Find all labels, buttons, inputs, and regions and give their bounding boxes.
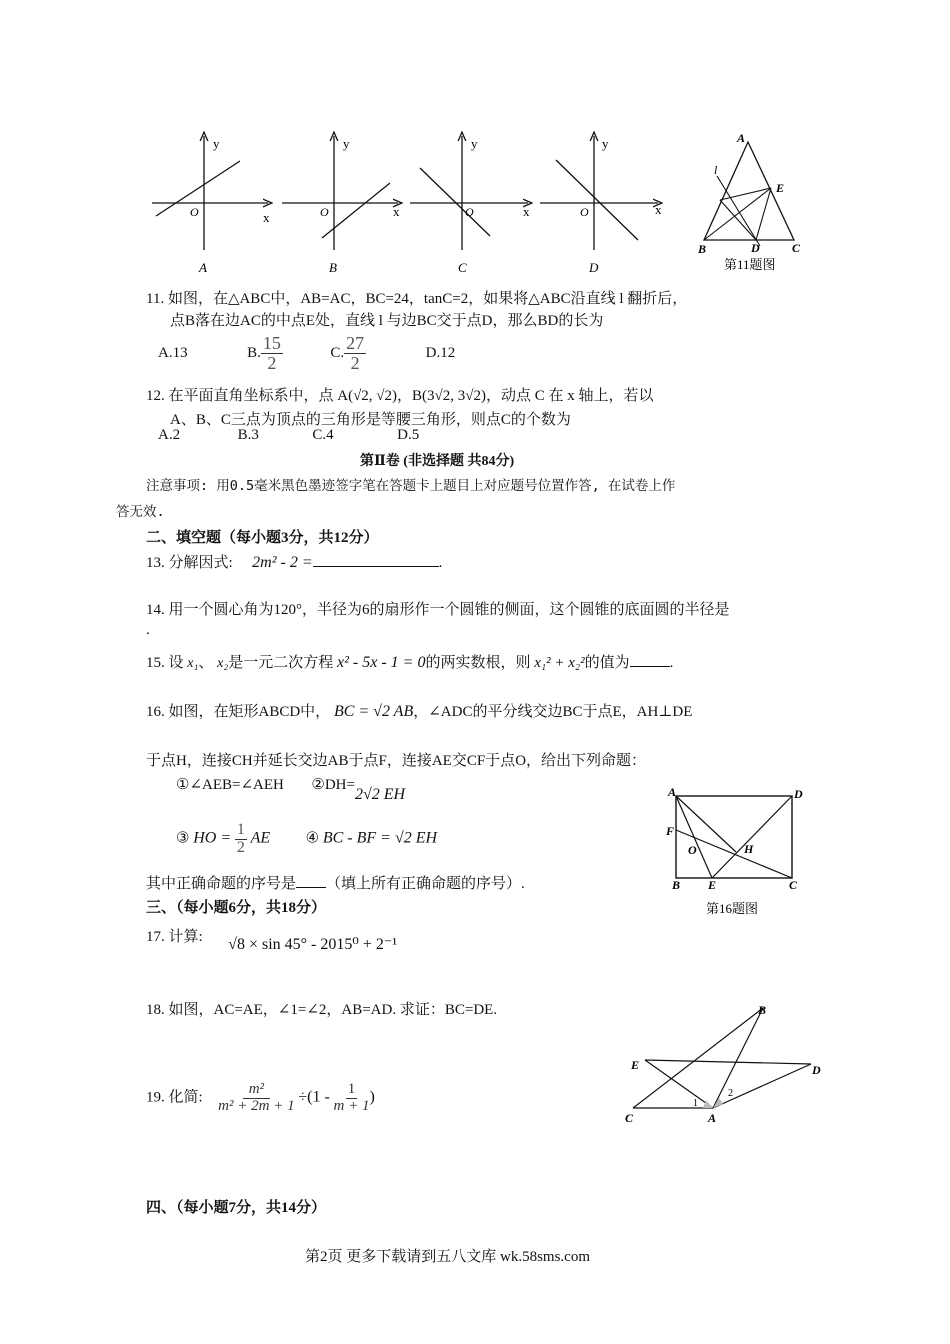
fraction — [235, 822, 247, 857]
q15-sep: 、 — [198, 655, 214, 671]
q16-pre: 16. 如图，在矩形ABCD中， — [146, 704, 331, 720]
q15-expression: x₁² + x₂² — [534, 655, 585, 671]
section-2-title: 二、填空题（每小题3分，共12分） — [146, 530, 379, 546]
part2-note-line2: 答无效. — [116, 504, 165, 520]
x-axis-label: x — [263, 210, 270, 225]
q16-proposition-1: ①∠AEB=∠AEH — [176, 777, 284, 793]
y-axis-label: y — [471, 136, 478, 151]
part2-note-line1: 注意事项: 用0.5毫米黑色墨迹签字笔在答题卡上题目上对应题号位置作答, 在试卷上作 — [146, 478, 676, 494]
fraction — [261, 334, 283, 373]
q15-tail: 的值为 — [584, 655, 630, 671]
graph-label-d: D — [589, 260, 599, 275]
q15 — [146, 651, 673, 672]
section-4-title: 四、（每小题7分，共14分） — [146, 1200, 327, 1216]
angle-1-mark — [703, 1100, 713, 1108]
q17-label: 17. 计算: — [146, 929, 203, 945]
section-3-title: 三、（每小题6分，共18分） — [146, 900, 327, 916]
point-c-label: C — [792, 241, 801, 255]
q11-line2: 点B落在边AC的中点E处，直线 l 与边BC交于点D，那么BD的长为 — [170, 313, 604, 329]
q16-proposition-4: ④ — [305, 830, 320, 847]
denominator: 2 — [350, 352, 360, 373]
q13-label: 13. 分解因式: — [146, 555, 233, 571]
y-axis-label: y — [213, 136, 220, 151]
q16-post: ，∠ADC的平分线交边BC于点E，AH⊥DE — [413, 704, 693, 720]
numerator: 15 — [262, 333, 281, 353]
denominator: 2 — [236, 838, 245, 856]
q13 — [146, 551, 442, 572]
point-a-label: A — [737, 131, 746, 145]
graph-d-line — [556, 160, 638, 240]
point-b-label: B — [698, 242, 707, 256]
x-axis-label: x — [523, 204, 530, 219]
q15-x1: x₁ — [187, 656, 199, 671]
q11-option-d: D.12 — [425, 344, 456, 361]
part2-title: 第Ⅱ卷 (非选择题 共84分) — [360, 454, 515, 469]
angle-1-label: 1 — [693, 1098, 698, 1109]
q11-option-a: A.13 — [158, 344, 188, 361]
graph-label-b: B — [329, 260, 337, 275]
graph-a — [152, 136, 270, 275]
q12-options — [158, 427, 419, 444]
numerator: 27 — [346, 333, 365, 353]
q19-label: 19. 化简: — [146, 1089, 203, 1106]
origin-label: O — [320, 205, 329, 219]
x-axis-label: x — [655, 202, 662, 217]
origin-label: O — [190, 205, 199, 219]
q11-options — [158, 334, 455, 373]
q15-label: 15. 设 — [146, 655, 184, 671]
q11-line1: 11. 如图，在△ABC中，AB=AC，BC=24，tanC=2，如果将△ABC沿直线 l 翻折后， — [146, 291, 688, 307]
numerator: 1 — [347, 1081, 356, 1097]
answer-blank — [630, 666, 670, 667]
q12-option-d: D.5 — [397, 427, 420, 443]
figure-18 — [615, 998, 830, 1128]
answer-blank — [296, 887, 326, 888]
figure-caption: 第16题图 — [706, 901, 759, 916]
point-d-label: D — [812, 1063, 821, 1077]
q15-end: . — [669, 655, 674, 671]
fraction — [344, 334, 366, 373]
q15-mid: 是一元二次方程 — [228, 655, 334, 671]
q16-line1 — [146, 700, 692, 721]
q16-proposition-3: ③ — [176, 830, 190, 847]
q16-p3-lhs: HO = — [193, 829, 232, 847]
fraction — [334, 1082, 370, 1115]
denominator: m² + 2m + 1 — [218, 1097, 295, 1114]
page-footer: 第2页 更多下载请到五八文库 wk.58sms.com — [305, 1249, 591, 1265]
q19 — [146, 1082, 375, 1115]
point-b-label: B — [758, 1003, 767, 1017]
figure-16 — [660, 780, 820, 920]
q15-equation: x² - 5x - 1 = 0 — [336, 654, 426, 671]
point-o-label: O — [688, 843, 697, 857]
q17 — [146, 925, 398, 953]
q16-p3-rhs: AE — [250, 829, 271, 847]
q12-line2: A、B、C三点为顶点的三角形是等腰三角形，则点C的个数为 — [170, 412, 571, 428]
point-a-label: A — [668, 785, 677, 799]
numerator: 1 — [236, 821, 245, 838]
q16-propositions-3-4 — [176, 822, 437, 857]
point-c-label: C — [789, 878, 798, 892]
graph-label-c: C — [458, 260, 467, 275]
point-d-label: D — [751, 241, 760, 255]
angle-2-label: 2 — [728, 1088, 733, 1099]
q12-option-b: B.3 — [237, 427, 259, 443]
q12-option-c: C.4 — [312, 427, 334, 443]
coordinate-graphs — [140, 128, 680, 278]
q13-end: . — [438, 555, 443, 571]
point-e-label: E — [708, 878, 717, 892]
q15-x2: x₂ — [217, 656, 229, 671]
point-h-label: H — [744, 842, 754, 856]
graph-b — [282, 136, 400, 275]
q14-end: . — [146, 622, 150, 638]
q13-expression: 2m² - 2 = — [252, 554, 313, 571]
point-e-label: E — [776, 181, 785, 195]
denominator: m + 1 — [333, 1097, 370, 1114]
q15-post: 的两实数根，则 — [425, 655, 531, 671]
numerator: m² — [243, 1082, 270, 1099]
q16-answer — [146, 872, 525, 893]
y-axis-label: y — [343, 136, 350, 151]
q16-condition: BC = √2 AB — [333, 703, 414, 720]
graph-c-line — [420, 168, 490, 236]
graph-d — [540, 136, 662, 275]
point-d-label: D — [794, 787, 803, 801]
q16-answer-prompt: 其中正确命题的序号是 — [146, 876, 297, 892]
origin-label: O — [580, 205, 589, 219]
line-l-label: l — [714, 163, 718, 177]
q18-text: 18. 如图，AC=AE，∠1=∠2，AB=AD. 求证：BC=DE. — [146, 1002, 498, 1018]
graph-label-a: A — [199, 260, 207, 275]
q12-option-a: A.2 — [158, 427, 181, 443]
q19-close: ) — [369, 1088, 375, 1106]
q11-option-c — [330, 333, 370, 373]
y-axis-label: y — [602, 136, 609, 151]
point-f-label: F — [666, 824, 675, 838]
q17-expression: √8 × sin 45° - 2015⁰ + 2⁻¹ — [228, 936, 398, 953]
graph-c — [410, 136, 530, 275]
answer-blank — [313, 566, 439, 567]
point-c-label: C — [625, 1111, 634, 1125]
angle-2-mark — [713, 1098, 723, 1108]
q19-operator: ÷(1 - — [298, 1088, 330, 1106]
fold-line-l — [717, 176, 760, 246]
q16-propositions-1-2 — [176, 775, 406, 803]
q11-option-b — [247, 333, 287, 373]
x-axis-label: x — [393, 204, 400, 219]
point-a-label: A — [708, 1111, 717, 1125]
point-e-label: E — [631, 1058, 640, 1072]
option-prefix: C. — [330, 344, 345, 361]
q16-proposition-2: ②DH= — [311, 777, 355, 793]
option-prefix: B. — [247, 344, 261, 361]
figure-11 — [692, 128, 817, 278]
denominator: 2 — [267, 352, 277, 373]
q16-proposition-2-expr: 2√2 EH — [354, 786, 406, 803]
origin-label: O — [465, 205, 474, 219]
q16-proposition-4-expr: BC - BF = √2 EH — [322, 829, 438, 847]
graph-b-line — [322, 183, 390, 238]
q16-line2: 于点H，连接CH并延长交边AB于点F，连接AE交CF于点O，给出下列命题： — [146, 753, 647, 769]
point-b-label: B — [672, 878, 681, 892]
q16-answer-tail: （填上所有正确命题的序号）. — [326, 876, 525, 892]
figure-caption: 第11题图 — [724, 257, 776, 272]
fraction — [218, 1082, 294, 1115]
q12-line1: 12. 在平面直角坐标系中，点 A(√2, √2)，B(3√2, 3√2)，动点 C 在 x 轴上，若以 — [146, 388, 654, 404]
q14-text: 14. 用一个圆心角为120°，半径为6的扇形作一个圆锥的侧面，这个圆锥的底面圆的半径是 — [146, 602, 730, 618]
